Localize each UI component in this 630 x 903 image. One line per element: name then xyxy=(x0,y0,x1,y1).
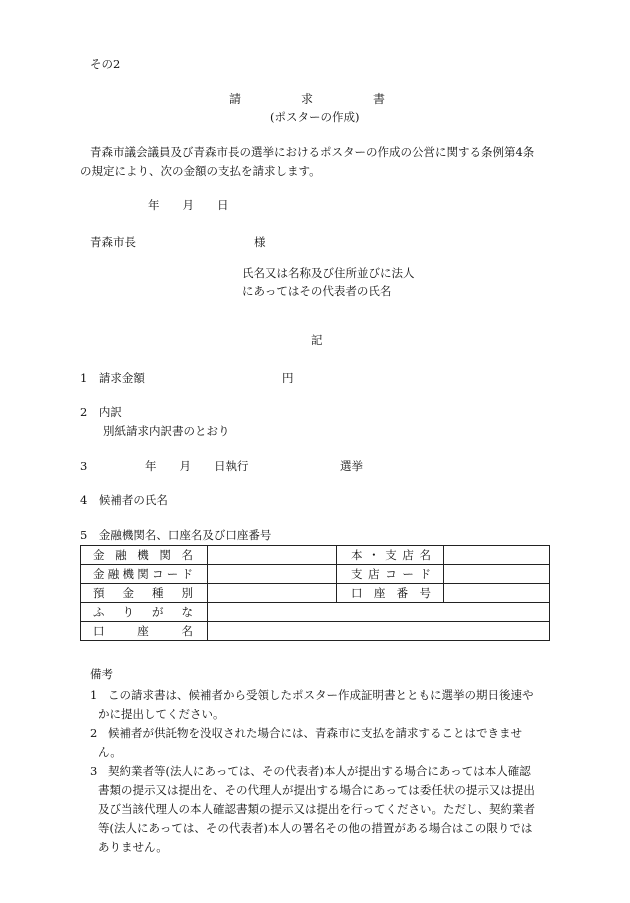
branch-name-label: 本・支店名 xyxy=(337,546,444,565)
item5-label: 5 金融機関名、口座名及び口座番号 xyxy=(80,528,272,542)
item2-label: 2 内訳 xyxy=(80,405,122,419)
item2-detail: 別紙請求内訳書のとおり xyxy=(103,424,230,438)
account-name-field[interactable] xyxy=(208,622,550,641)
date-line: 年 月 日 xyxy=(148,198,229,212)
table-row xyxy=(81,603,550,622)
deposit-type-label: 預金種別 xyxy=(81,584,208,603)
note-text-line: 等(法人にあっては、その代表者)本人の署名その他の措置がある場合はこの限りでは xyxy=(98,821,533,835)
table-row xyxy=(81,622,550,641)
table-row xyxy=(81,546,550,565)
item4-label: 4 候補者の氏名 xyxy=(80,493,168,507)
bank-code-field[interactable] xyxy=(208,565,337,584)
furigana-field[interactable] xyxy=(208,603,550,622)
item3-suffix: 選挙 xyxy=(340,459,363,473)
ki-heading: 記 xyxy=(311,333,323,347)
account-number-label: 口座番号 xyxy=(337,584,444,603)
addressee-suffix: 様 xyxy=(254,235,266,249)
page-subtitle: (ポスターの作成) xyxy=(270,110,360,124)
bank-table xyxy=(80,545,550,641)
item1-label: 1 請求金額 xyxy=(80,371,145,385)
note-number: 2 xyxy=(90,726,98,740)
intro-line-2: の規定により、次の金額の支払を請求します。 xyxy=(80,164,321,178)
note-number: 3 xyxy=(90,764,98,778)
deposit-type-field[interactable] xyxy=(208,584,337,603)
note-text-line: 書類の提示又は提出を、その代理人が提出する場合にあっては委任状の提示又は提出 xyxy=(98,783,535,797)
note-text-line: 及び当該代理人の本人確認書類の提示又は提出を行ってください。ただし、契約業者 xyxy=(98,802,535,816)
note-text-line: 契約業者等(法人にあっては、その代表者)本人が提出する場合にあっては本人確認 xyxy=(108,764,531,778)
item3-label: 3 xyxy=(80,459,88,473)
branch-code-label: 支店コード xyxy=(337,565,444,584)
note-number: 1 xyxy=(90,688,98,702)
note-text-line: この請求書は、候補者から受領したポスター作成証明書とともに選挙の期日後速や xyxy=(108,688,534,702)
note-text-line: かに提出してください。 xyxy=(98,707,225,721)
notes-heading: 備考 xyxy=(90,667,113,681)
bank-name-field[interactable] xyxy=(208,546,337,565)
table-row xyxy=(81,584,550,603)
page-title: 請 求 書 xyxy=(229,92,386,106)
bank-name-label: 金融機関名 xyxy=(81,546,208,565)
note-1 xyxy=(90,686,560,724)
note-text-line: ありません。 xyxy=(98,840,168,854)
form-number: その2 xyxy=(90,57,121,71)
account-number-field[interactable] xyxy=(444,584,550,603)
intro-line-1: 青森市議会議員及び青森市長の選挙におけるポスターの作成の公営に関する条例第4条 xyxy=(90,145,535,159)
note-3 xyxy=(90,762,560,857)
item3-date: 年 月 日執行 xyxy=(145,459,249,473)
furigana-label: ふりがな xyxy=(81,603,208,622)
item1-unit: 円 xyxy=(282,371,294,385)
claimant-line-2: にあってはその代表者の氏名 xyxy=(242,284,392,298)
table-row xyxy=(81,565,550,584)
account-name-label: 口座名 xyxy=(81,622,208,641)
bank-code-label: 金融機関コード xyxy=(81,565,208,584)
branch-name-field[interactable] xyxy=(444,546,550,565)
addressee: 青森市長 xyxy=(90,235,136,249)
branch-code-field[interactable] xyxy=(444,565,550,584)
claimant-line-1: 氏名又は名称及び住所並びに法人 xyxy=(242,266,415,280)
note-text-line: 候補者が供託物を没収された場合には、青森市に支払を請求することはできませ xyxy=(108,726,522,740)
note-2 xyxy=(90,724,560,762)
note-text-line: ん。 xyxy=(98,745,122,759)
